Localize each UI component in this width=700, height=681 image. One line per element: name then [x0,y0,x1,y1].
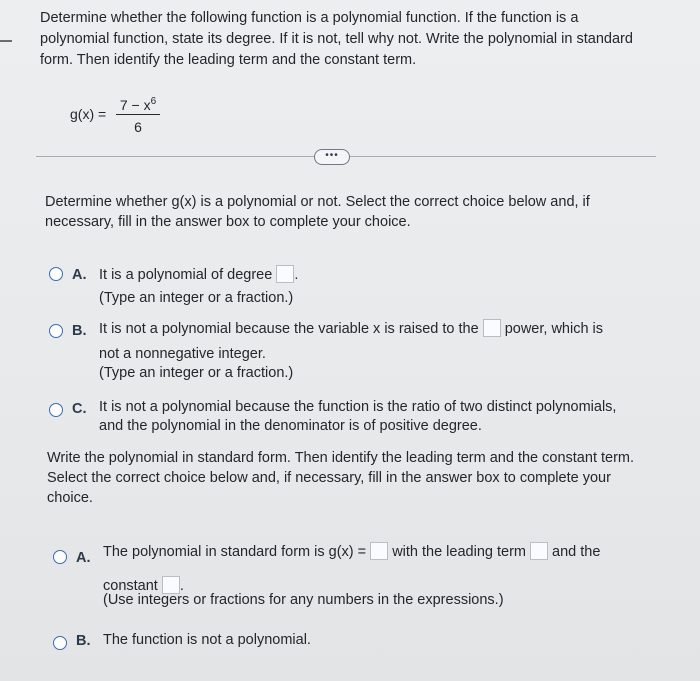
fraction-denominator: 6 [134,119,142,135]
question2-prompt: Write the polynomial in standard form. Then identify the leading term and the constant term. Select the correct choice below and, if necessary, fill in the answer box to complete your choice. [47,450,635,506]
numerator-exponent: 6 [150,96,157,107]
standard-form-answer-box[interactable] [370,542,388,560]
q2-option-a-radio[interactable] [53,550,67,564]
problem-statement: Determine whether the following function is a polynomial function. If the function is a polynomial function, state its degree. If it is not, tell why not. Write the polynomial in standard form. Then identify the leading term and the constant term. [40,10,633,68]
q1-option-b-line2: not a nonnegative integer. [99,346,266,362]
degree-answer-box[interactable] [276,265,294,283]
fraction-bar [116,114,160,115]
q1-option-c-line2: and the polynomial in the denominator is of positive degree. [99,418,482,434]
q1-option-b-hint: (Type an integer or a fraction.) [99,365,294,381]
q1-option-a-text: It is a polynomial of degree [99,267,273,283]
q1-option-b-text-2: power, which is [504,321,604,337]
q1-option-a-period: . [294,267,299,283]
q1-option-a-letter: A. [72,267,87,283]
q1-option-b-radio[interactable] [49,324,63,338]
q2-option-a-letter: A. [76,550,91,566]
numerator-text: 7 − x [119,97,151,113]
function-fraction [116,90,160,136]
q2-option-a-hint: (Use integers or fractions for any numbers in the expressions.) [103,592,504,608]
q1-option-c-letter: C. [72,401,87,417]
power-answer-box[interactable] [483,319,501,337]
q2-option-b-text: The function is not a polynomial. [103,632,311,648]
q2-option-a-text: The polynomial in standard form is g(x) = [103,544,367,560]
q1-option-b-letter: B. [72,323,87,339]
q2-option-a-text-2: with the leading term [392,544,526,560]
q2-option-b-radio[interactable] [53,636,67,650]
q1-option-a-line1 [99,265,298,285]
q2-option-a-constant-label: constant [103,578,158,594]
fraction-numerator [116,90,160,112]
q1-option-a-radio[interactable] [49,267,63,281]
q1-option-a-hint: (Type an integer or a fraction.) [99,290,294,306]
q2-option-a-period: . [179,578,184,594]
q1-option-c-line1: It is not a polynomial because the function is the ratio of two distinct polynomials, [99,399,617,415]
question1-prompt: Determine whether g(x) is a polynomial or not. Select the correct choice below and, if necessary, fill in the answer box to complete your choice. [45,194,590,230]
q2-option-a-text-3: and the [552,544,601,560]
q1-option-b-line1 [99,319,603,339]
q2-option-a-line1 [103,542,600,562]
edge-mark [0,40,12,42]
function-lhs: g(x) = [70,106,107,122]
more-button[interactable]: ••• [314,149,350,165]
leading-term-answer-box[interactable] [530,542,548,560]
q1-option-c-radio[interactable] [49,403,63,417]
q2-option-b-letter: B. [76,633,91,649]
q1-option-b-text: It is not a polynomial because the variable x is raised to the [99,321,479,337]
